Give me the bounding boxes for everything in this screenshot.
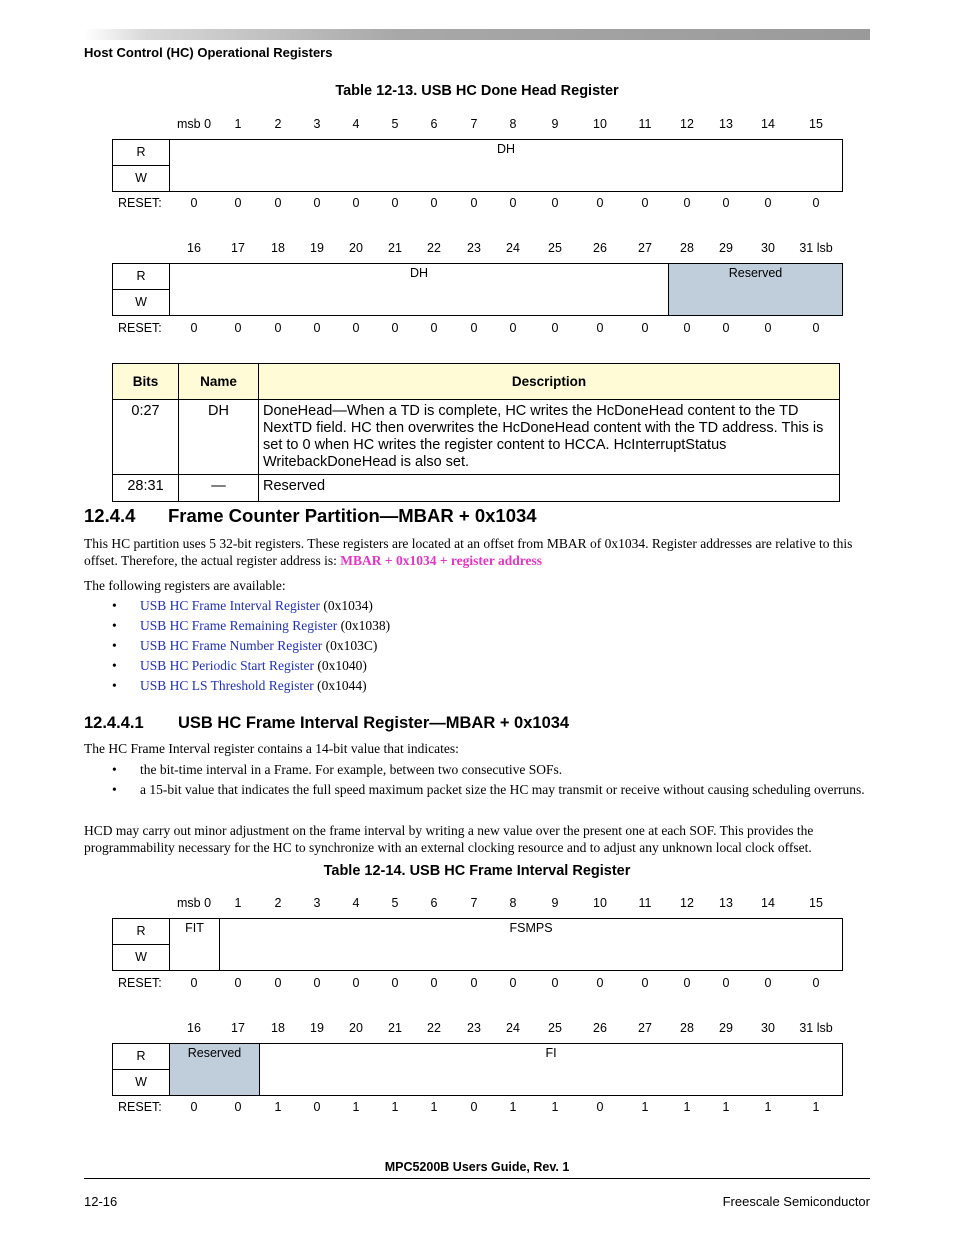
reset-value: 0: [641, 976, 649, 990]
bit-number: 27: [638, 1021, 652, 1035]
field-reserved: Reserved: [668, 264, 842, 315]
reset-value: 0: [190, 321, 198, 335]
bit-number: 9: [551, 117, 559, 131]
reset-value: 0: [470, 321, 478, 335]
list-item: [84, 597, 870, 617]
bit-number: 8: [509, 896, 517, 910]
bit-number: 9: [551, 896, 559, 910]
bit-number: 31 lsb: [799, 1021, 833, 1035]
bit-number: 26: [593, 241, 607, 255]
list-item: [84, 657, 870, 677]
reset-value: 1: [274, 1100, 282, 1114]
t13-register-row1: [112, 139, 843, 192]
reset-value: 0: [313, 1100, 321, 1114]
table-13-caption: Table 12-13. USB HC Done Head Register: [335, 83, 619, 99]
reset-value: 1: [430, 1100, 438, 1114]
bullet-text: the bit-time interval in a Frame. For example, between two consecutive SOFs.: [140, 762, 563, 777]
reset-value: 0: [596, 976, 604, 990]
bullet: •: [112, 678, 117, 693]
section-number: 12.4.4.1: [84, 714, 144, 732]
bit-number: 12: [680, 896, 694, 910]
reset-value: 1: [683, 1100, 691, 1114]
reset-label: RESET:: [118, 321, 162, 335]
read-label: R: [113, 264, 170, 290]
write-label: W: [113, 166, 170, 191]
bit-number: msb 0: [176, 896, 212, 910]
reset-value: 0: [274, 321, 282, 335]
link-frame-remaining-register[interactable]: USB HC Frame Remaining Register: [140, 618, 338, 633]
reset-label: RESET:: [118, 196, 162, 210]
bit-number: 15: [809, 117, 823, 131]
reset-value: 0: [551, 976, 559, 990]
frame-interval-adjustment-paragraph: HCD may carry out minor adjustment on the frame interval by writing a new value over the present one at each SOF. This provides the programmability necessary for the HC to synchronize with an external clocking resource and to adjust any unknown local clock offset.: [84, 823, 814, 855]
bit-number: msb 0: [176, 117, 212, 131]
bit-number: 6: [430, 117, 438, 131]
reset-value: 0: [234, 976, 242, 990]
reset-value: 0: [764, 321, 772, 335]
reset-value: 0: [391, 976, 399, 990]
reset-value: 0: [313, 321, 321, 335]
bit-number: 2: [274, 117, 282, 131]
bit-number: 3: [313, 896, 321, 910]
footer-rule: [84, 1178, 870, 1179]
read-label: R: [113, 1044, 170, 1070]
bit-number: 25: [548, 1021, 562, 1035]
write-label: W: [113, 1070, 170, 1095]
bit-number: 31 lsb: [799, 241, 833, 255]
offset-text: (0x103C): [322, 638, 378, 653]
bit-number: 20: [349, 1021, 363, 1035]
bit-number: 11: [638, 117, 652, 131]
bit-number: 10: [593, 896, 607, 910]
bullet: •: [112, 598, 117, 613]
bullet-text: a 15-bit value that indicates the full speed maximum packet size the HC may transmit or receive without causing scheduling overruns.: [140, 782, 865, 797]
reset-value: 0: [596, 1100, 604, 1114]
bit-number: 4: [352, 117, 360, 131]
bit-number: 17: [231, 241, 245, 255]
bit-number: 21: [388, 241, 402, 255]
bullet: •: [112, 782, 117, 797]
link-frame-interval-register[interactable]: USB HC Frame Interval Register: [140, 598, 320, 613]
reset-value: 0: [430, 321, 438, 335]
list-item: [84, 677, 870, 697]
t14-reset-row2: [112, 1100, 842, 1116]
row-name: —: [179, 475, 259, 502]
t14-reset-row1: [112, 976, 842, 992]
bit-number: 11: [638, 896, 652, 910]
bit-number: 1: [234, 896, 242, 910]
reset-value: 0: [722, 321, 730, 335]
list-item: [84, 781, 870, 798]
available-registers-text: The following registers are available:: [84, 578, 286, 593]
frame-interval-intro: The HC Frame Interval register contains a 14-bit value that indicates:: [84, 741, 459, 756]
bit-number: 30: [761, 1021, 775, 1035]
reset-value: 0: [313, 976, 321, 990]
bit-number: 5: [391, 896, 399, 910]
bit-number: 17: [231, 1021, 245, 1035]
t13-reset-row2: [112, 321, 842, 337]
reset-value: 0: [722, 976, 730, 990]
bit-number: 30: [761, 241, 775, 255]
reset-value: 0: [430, 976, 438, 990]
section-heading-12-4-4-1: [84, 714, 569, 733]
bullet: •: [112, 762, 117, 777]
reset-value: 0: [722, 196, 730, 210]
reset-value: 0: [509, 196, 517, 210]
reset-value: 0: [190, 196, 198, 210]
reset-label: RESET:: [118, 976, 162, 990]
section-heading-12-4-4: [84, 505, 537, 527]
reset-value: 1: [722, 1100, 730, 1114]
header-description: Description: [259, 364, 840, 400]
reset-value: 0: [812, 976, 820, 990]
bit-number: 20: [349, 241, 363, 255]
bit-number: 24: [506, 1021, 520, 1035]
reset-value: 0: [274, 196, 282, 210]
reset-value: 1: [352, 1100, 360, 1114]
reset-value: 1: [391, 1100, 399, 1114]
footer-doc-title: MPC5200B Users Guide, Rev. 1: [384, 1160, 570, 1174]
reset-value: 0: [470, 1100, 478, 1114]
field-fit: FIT: [185, 921, 204, 935]
bit-number: 16: [187, 241, 201, 255]
t13-bit-numbers-row2: [112, 241, 842, 257]
reset-value: 0: [509, 321, 517, 335]
reset-value: 0: [596, 321, 604, 335]
t13-reset-row1: [112, 196, 842, 212]
field-fi: FI: [259, 1044, 842, 1095]
reset-value: 0: [551, 321, 559, 335]
list-item: [84, 761, 870, 781]
offset-text: (0x1040): [314, 658, 367, 673]
register-link-list: [84, 597, 870, 697]
register-address-formula: MBAR + 0x1034 + register address: [340, 553, 543, 568]
bit-number: 24: [506, 241, 520, 255]
bit-number: 21: [388, 1021, 402, 1035]
bit-number: 10: [593, 117, 607, 131]
section-number: 12.4.4: [84, 505, 136, 526]
bit-number: 7: [470, 896, 478, 910]
row-bits: 28:31: [113, 475, 179, 502]
reset-value: 0: [313, 196, 321, 210]
reset-value: 0: [190, 976, 198, 990]
bullet: •: [112, 638, 117, 653]
bit-number: 5: [391, 117, 399, 131]
bit-number: 1: [234, 117, 242, 131]
reset-value: 0: [470, 976, 478, 990]
bit-number: 22: [427, 241, 441, 255]
bit-number: 28: [680, 1021, 694, 1035]
section-title: USB HC Frame Interval Register—MBAR + 0x1034: [178, 714, 570, 732]
read-label: R: [113, 919, 170, 945]
bullet: •: [112, 658, 117, 673]
list-item: [84, 637, 870, 657]
t14-bit-numbers-row2: [112, 1021, 842, 1037]
reset-value: 0: [764, 976, 772, 990]
reset-value: 0: [764, 196, 772, 210]
reset-value: 0: [190, 1100, 198, 1114]
bit-number: 19: [310, 241, 324, 255]
field-reserved: Reserved: [170, 1044, 259, 1095]
bit-number: 6: [430, 896, 438, 910]
read-label: R: [113, 140, 170, 166]
reset-value: 1: [509, 1100, 517, 1114]
footer-company: Freescale Semiconductor: [722, 1194, 870, 1209]
bit-number: 18: [271, 241, 285, 255]
reset-value: 0: [641, 196, 649, 210]
reset-value: 0: [234, 1100, 242, 1114]
header-bar: [84, 29, 870, 40]
reset-value: 0: [551, 196, 559, 210]
intro-text: This HC partition uses 5 32-bit registers. These registers are located at an offset from MBAR of 0x1034. Register addresses are relative to this offset. Therefore, the actual register address is:: [84, 536, 853, 568]
reset-value: 0: [352, 976, 360, 990]
list-item: [84, 617, 870, 637]
reset-label: RESET:: [118, 1100, 162, 1114]
bit-number: 16: [187, 1021, 201, 1035]
bit-number: 22: [427, 1021, 441, 1035]
bit-number: 29: [719, 241, 733, 255]
reset-value: 0: [352, 196, 360, 210]
bit-number: 23: [467, 241, 481, 255]
bit-number: 23: [467, 1021, 481, 1035]
field-description-table: [112, 363, 840, 502]
row-description: Reserved: [259, 475, 840, 502]
reset-value: 0: [812, 196, 820, 210]
reset-value: 0: [234, 196, 242, 210]
bit-number: 7: [470, 117, 478, 131]
bit-number: 2: [274, 896, 282, 910]
write-label: W: [113, 945, 170, 970]
reset-value: 0: [641, 321, 649, 335]
reset-value: 0: [683, 321, 691, 335]
reset-value: 1: [764, 1100, 772, 1114]
bit-number: 29: [719, 1021, 733, 1035]
bullet: •: [112, 618, 117, 633]
bit-number: 12: [680, 117, 694, 131]
reset-value: 1: [641, 1100, 649, 1114]
bit-number: 27: [638, 241, 652, 255]
row-bits: 0:27: [113, 400, 179, 475]
bit-number: 25: [548, 241, 562, 255]
bit-number: 18: [271, 1021, 285, 1035]
bit-number: 4: [352, 896, 360, 910]
offset-text: (0x1038): [337, 618, 391, 633]
bit-number: 15: [809, 896, 823, 910]
reset-value: 0: [812, 321, 820, 335]
reset-value: 0: [430, 196, 438, 210]
bit-number: 14: [761, 896, 775, 910]
reset-value: 0: [352, 321, 360, 335]
running-header: Host Control (HC) Operational Registers: [84, 45, 333, 60]
bit-number: 26: [593, 1021, 607, 1035]
offset-text: (0x1044): [313, 678, 367, 693]
reset-value: 0: [509, 976, 517, 990]
reset-value: 0: [391, 196, 399, 210]
offset-text: (0x1034): [319, 598, 373, 613]
reset-value: 1: [812, 1100, 820, 1114]
reset-value: 0: [683, 976, 691, 990]
row-name: DH: [179, 400, 259, 475]
link-frame-number-register[interactable]: USB HC Frame Number Register: [140, 638, 323, 653]
t14-register-row2: [112, 1043, 843, 1096]
write-label: W: [113, 290, 170, 315]
reset-value: 0: [596, 196, 604, 210]
reset-value: 0: [470, 196, 478, 210]
t13-bit-numbers-row1: [112, 117, 842, 133]
section-title: Frame Counter Partition—MBAR + 0x1034: [168, 505, 537, 526]
reset-value: 0: [234, 321, 242, 335]
field-dh: DH: [409, 266, 429, 280]
reset-value: 0: [274, 976, 282, 990]
bit-number: 14: [761, 117, 775, 131]
reset-value: 1: [551, 1100, 559, 1114]
row-description: DoneHead—When a TD is complete, HC writes the HcDoneHead content to the TD NextTD field. HC then overwrites the HcDoneHead content with the TD address. This is set to 0 when HC writes the register content to HCCA. HcInterruptStatus WritebackDoneHead is also set.: [259, 400, 840, 475]
reset-value: 0: [391, 321, 399, 335]
t13-register-row2: [112, 263, 843, 316]
bit-number: 8: [509, 117, 517, 131]
frame-interval-bullets: [84, 761, 870, 798]
field-dh: DH: [496, 142, 516, 156]
page-number: 12-16: [84, 1194, 118, 1209]
t14-bit-numbers-row1: [112, 896, 842, 912]
header-name: Name: [179, 364, 259, 400]
bit-number: 13: [719, 117, 733, 131]
bit-number: 3: [313, 117, 321, 131]
bit-number: 28: [680, 241, 694, 255]
bit-number: 13: [719, 896, 733, 910]
header-bits: Bits: [113, 364, 179, 400]
field-fsmps: FSMPS: [219, 919, 842, 970]
section-intro-paragraph: [84, 535, 870, 569]
link-ls-threshold-register[interactable]: USB HC LS Threshold Register: [140, 678, 314, 693]
bit-number: 19: [310, 1021, 324, 1035]
t14-register-row1: [112, 918, 843, 971]
link-periodic-start-register[interactable]: USB HC Periodic Start Register: [140, 658, 314, 673]
reset-value: 0: [683, 196, 691, 210]
table-14-caption: Table 12-14. USB HC Frame Interval Register: [323, 863, 631, 879]
